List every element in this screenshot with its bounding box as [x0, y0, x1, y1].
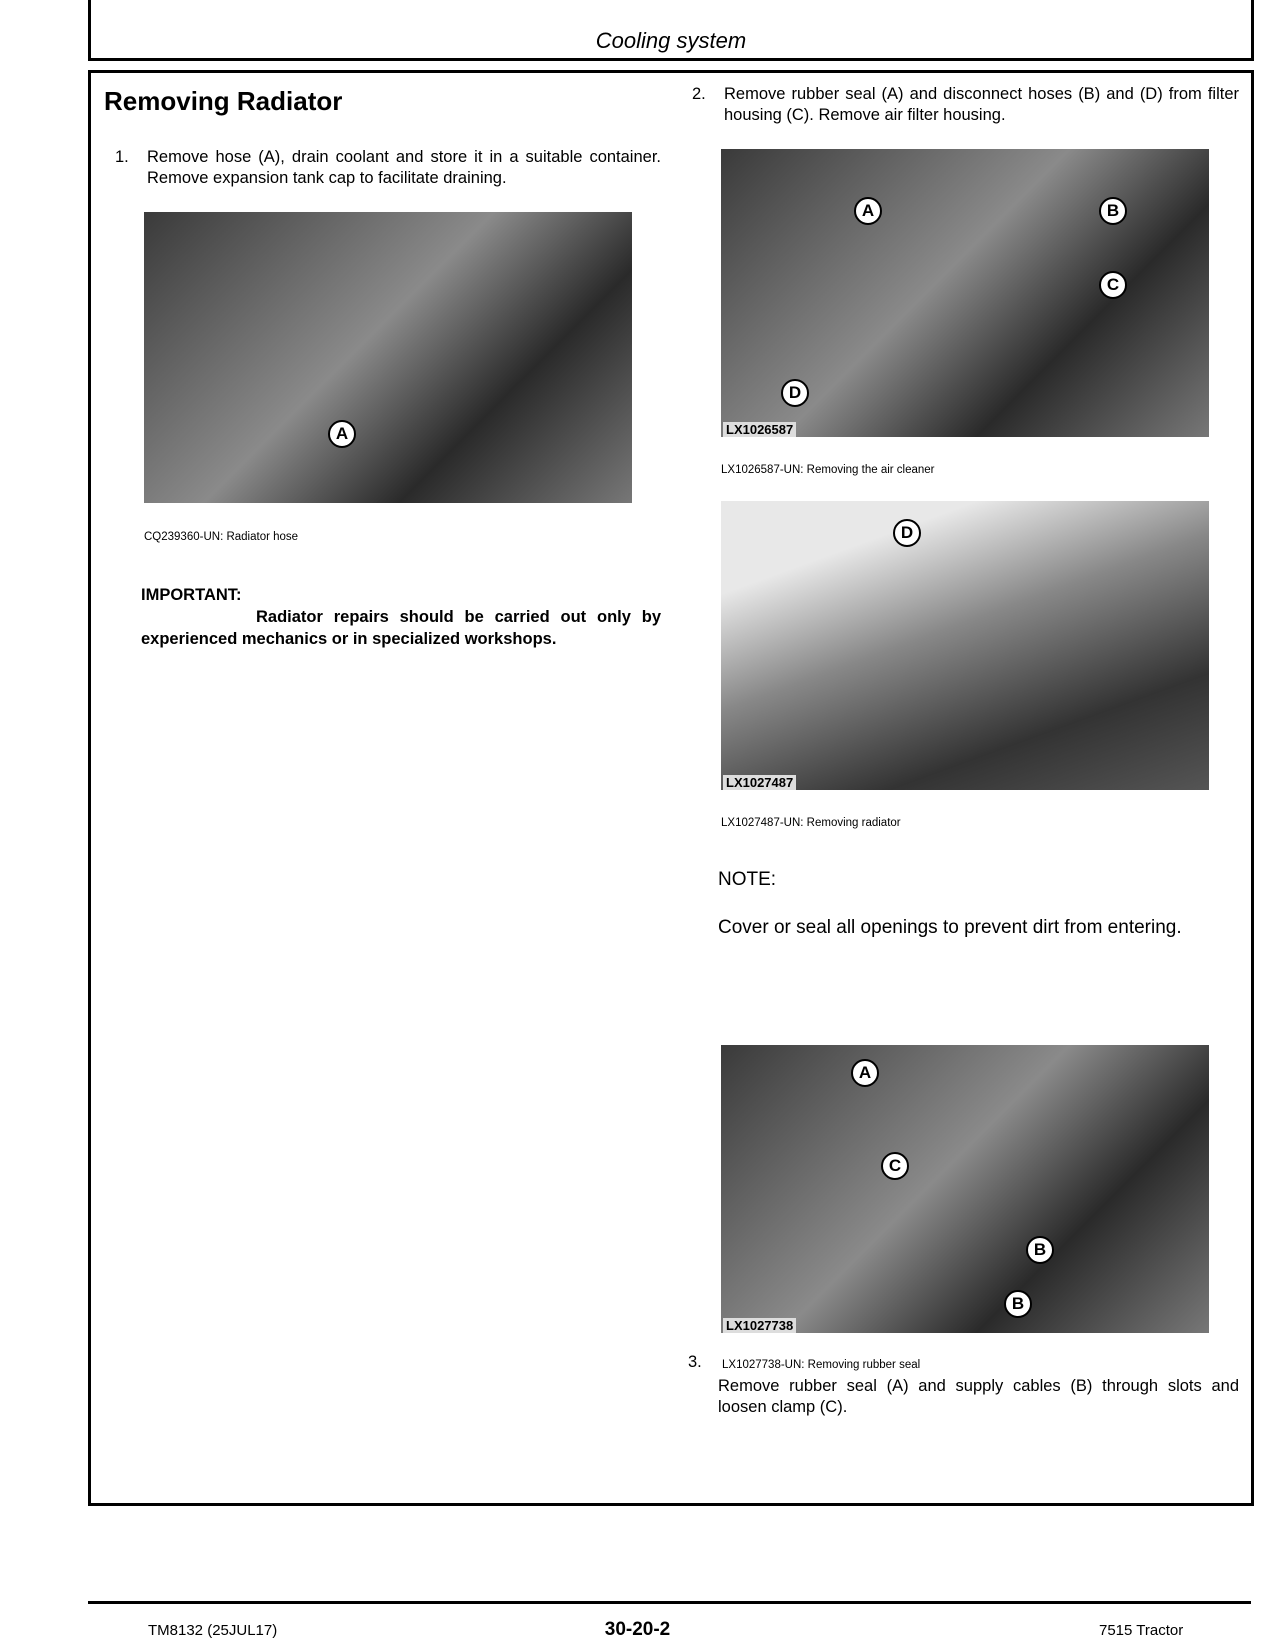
important-notice — [141, 584, 661, 650]
radiator-hose-photo — [144, 212, 632, 503]
header-box — [88, 0, 1254, 61]
step-number: 3. — [688, 1353, 702, 1371]
page-number: 30-20-2 — [604, 1619, 671, 1640]
step-2 — [692, 84, 1239, 126]
callout-b: B — [1099, 197, 1127, 225]
figure-id: LX1027487 — [723, 775, 796, 790]
callout-c: C — [1099, 271, 1127, 299]
important-label: IMPORTANT: — [141, 586, 242, 604]
air-cleaner-photo — [721, 149, 1209, 437]
figure-caption: CQ239360-UN: Radiator hose — [144, 531, 299, 543]
callout-a: A — [328, 420, 356, 448]
footer-manual-id: TM8132 (25JUL17) — [148, 1622, 278, 1639]
step-3-text: Remove rubber seal (A) and supply cables (B) through slots and loosen clamp (C). — [718, 1377, 1239, 1416]
footer-rule — [88, 1601, 1251, 1604]
figure-id: LX1027738 — [723, 1318, 796, 1333]
step-1 — [115, 147, 661, 189]
callout-b: B — [1026, 1236, 1054, 1264]
step-text: Remove hose (A), drain coolant and store it in a suitable container. Remove expansion tank cap to facilitate draining. — [147, 148, 661, 187]
step-text: Remove rubber seal (A) and disconnect hoses (B) and (D) from filter housing (C). Remove air filter housing. — [724, 85, 1239, 124]
callout-d: D — [781, 379, 809, 407]
step-number: 2. — [692, 85, 706, 103]
footer-model: 7515 Tractor — [1099, 1622, 1184, 1639]
note-text: Cover or seal all openings to prevent dirt from entering. — [718, 917, 1182, 938]
figure-caption: LX1027738-UN: Removing rubber seal — [722, 1359, 921, 1371]
rubber-seal-photo — [721, 1045, 1209, 1333]
callout-a: A — [854, 197, 882, 225]
callout-a: A — [851, 1059, 879, 1087]
figure-caption: LX1027487-UN: Removing radiator — [721, 817, 901, 829]
callout-d: D — [893, 519, 921, 547]
removing-radiator-photo — [721, 501, 1209, 790]
step-number: 1. — [115, 148, 129, 166]
page-title: Removing Radiator — [104, 86, 343, 116]
note-label: NOTE: — [718, 869, 777, 890]
callout-c: C — [881, 1152, 909, 1180]
figure-id: LX1026587 — [723, 422, 796, 437]
section-title: Cooling system — [595, 28, 747, 53]
figure-caption: LX1026587-UN: Removing the air cleaner — [721, 464, 935, 476]
important-text: Radiator repairs should be carried out only by experienced mechanics or in specialized workshops. — [141, 608, 661, 648]
callout-b: B — [1004, 1290, 1032, 1318]
